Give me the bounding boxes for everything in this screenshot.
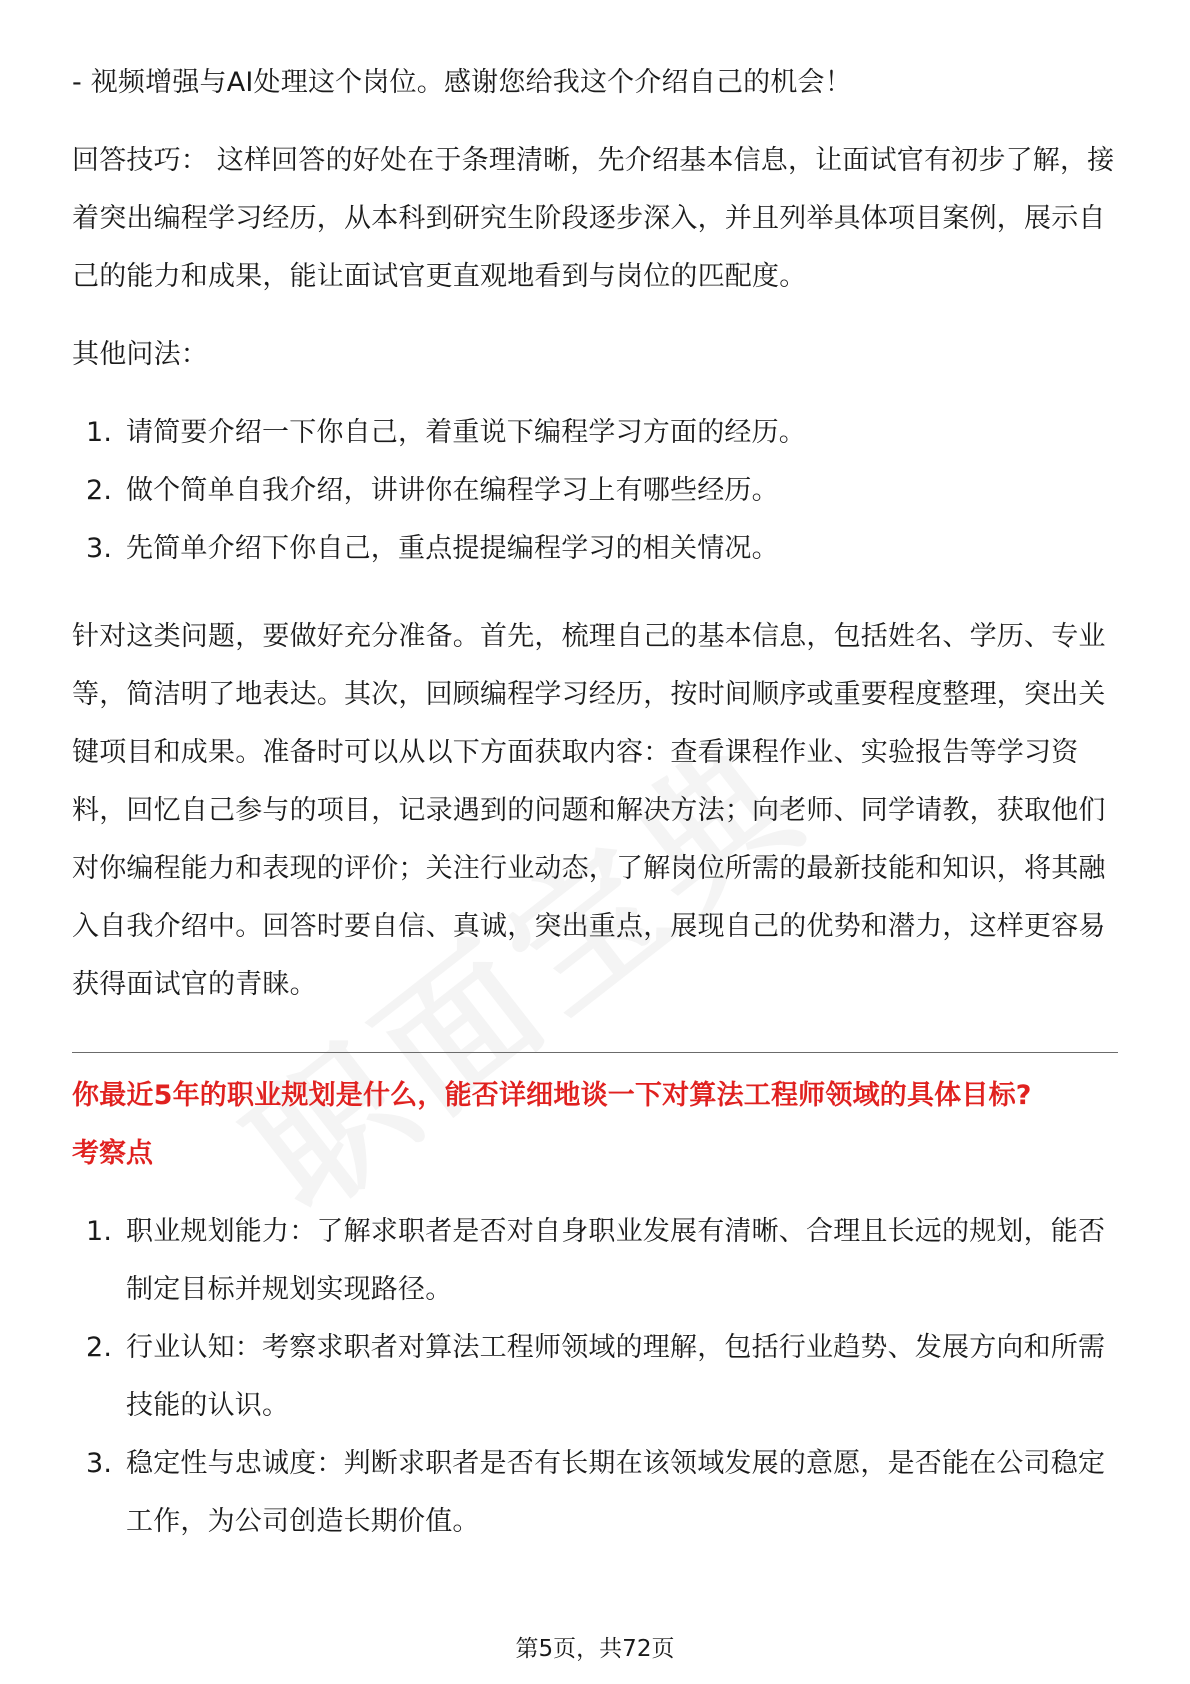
list-number: 3. xyxy=(86,1448,113,1479)
list-number: 1. xyxy=(86,417,113,448)
list-item-text: 稳定性与忠诚度：判断求职者是否有长期在该领域发展的意愿，是否能在公司稳定工作，为公司创造长期价值。 xyxy=(126,1448,1106,1537)
list-number: 2. xyxy=(86,1332,113,1363)
list-item-text: 职业规划能力：了解求职者是否对自身职业发展有清晰、合理且长远的规划，能否制定目标并规划实现路径。 xyxy=(126,1216,1106,1305)
answer-tip-paragraph: 回答技巧： 这样回答的好处在于条理清晰，先介绍基本信息，让面试官有初步了解，接着突出编程学习经历，从本科到研究生阶段逐步深入，并且列举具体项目案例，展示自己的能力和成果，能让面试官更直观地看到与岗位的匹配度。 xyxy=(72,145,1115,292)
list-number: 3. xyxy=(86,533,113,564)
list-item-text: 先简单介绍下你自己，重点提提编程学习的相关情况。 xyxy=(126,533,779,564)
interview-question: 你最近5年的职业规划是什么，能否详细地谈一下对算法工程师领域的具体目标? xyxy=(72,1080,1032,1111)
list-item xyxy=(72,462,1118,520)
preparation-paragraph: 针对这类问题，要做好充分准备。首先，梳理自己的基本信息，包括姓名、学历、专业等，简洁明了地表达。其次，回顾编程学习经历，按时间顺序或重要程度整理，突出关键项目和成果。准备时可以从以下方面获取内容：查看课程作业、实验报告等学习资料，回忆自己参与的项目，记录遇到的问题和解决方法；向老师、同学请教，获取他们对你编程能力和表现的评价；关注行业动态，了解岗位所需的最新技能和知识，将其融入自我介绍中。回答时要自信、真诚，突出重点，展现自己的优势和潜力，这样更容易获得面试官的青睐。 xyxy=(72,621,1106,1000)
section-divider xyxy=(72,1052,1118,1053)
list-item-text: 做个简单自我介绍，讲讲你在编程学习上有哪些经历。 xyxy=(126,475,779,506)
other-asks-list xyxy=(72,404,1118,578)
assessment-points-list xyxy=(72,1203,1118,1551)
page-number-footer: 第5页，共72页 xyxy=(515,1636,675,1662)
assessment-heading: 考察点 xyxy=(72,1138,153,1169)
list-number: 1. xyxy=(86,1216,113,1247)
list-item xyxy=(72,520,1118,578)
other-asks-label: 其他问法： xyxy=(72,339,208,370)
list-item-text: 行业认知：考察求职者对算法工程师领域的理解，包括行业趋势、发展方向和所需技能的认识。 xyxy=(126,1332,1106,1421)
page-content xyxy=(72,54,1118,1551)
list-item-text: 请简要介绍一下你自己，着重说下编程学习方面的经历。 xyxy=(126,417,806,448)
intro-line: - 视频增强与AI处理这个岗位。感谢您给我这个介绍自己的机会！ xyxy=(72,67,852,98)
list-item xyxy=(72,1435,1118,1551)
list-item xyxy=(72,1319,1118,1435)
list-item xyxy=(72,1203,1118,1319)
list-item xyxy=(72,404,1118,462)
list-number: 2. xyxy=(86,475,113,506)
